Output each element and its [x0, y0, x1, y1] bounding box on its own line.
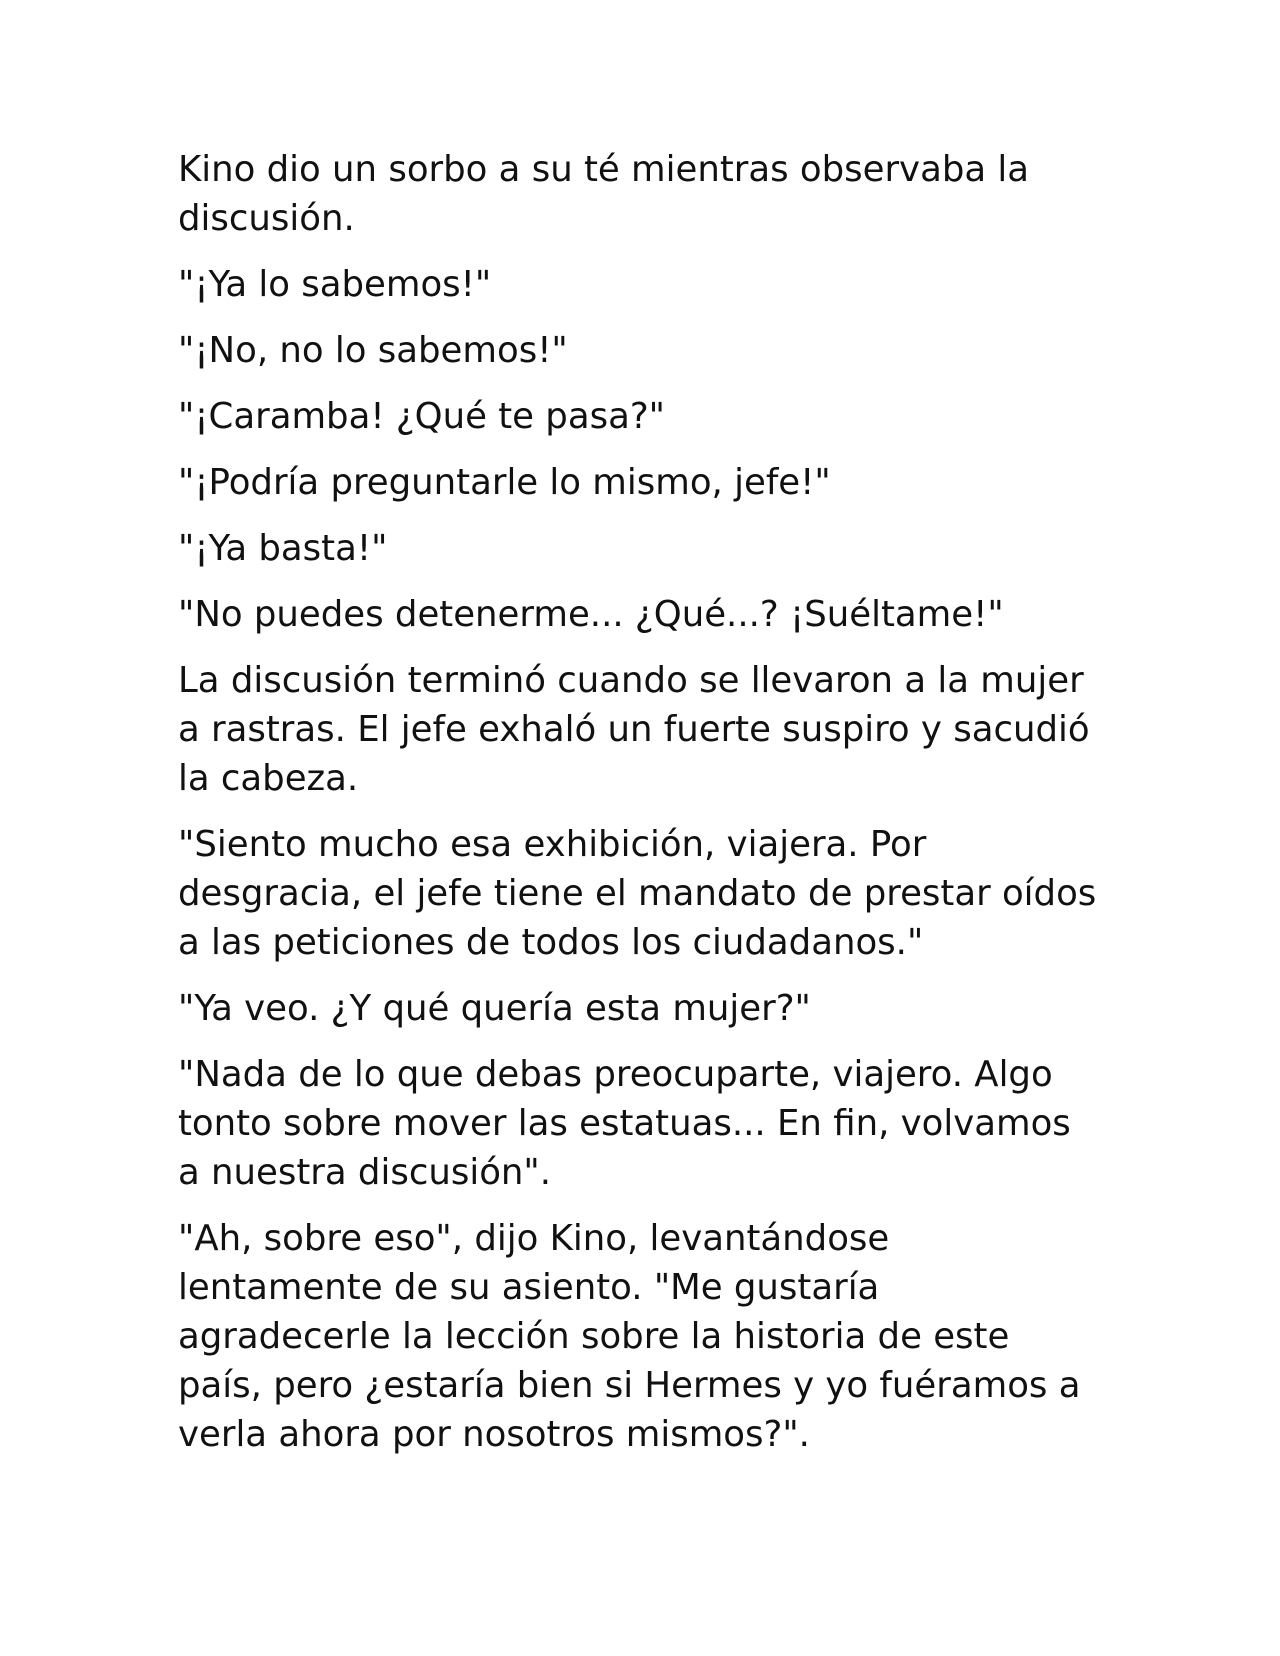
- document-body: [178, 145, 1098, 1476]
- paragraph: "¡Podría preguntarle lo mismo, jefe!": [178, 462, 831, 503]
- paragraph: "¡Ya lo sabemos!": [178, 264, 492, 305]
- paragraph: "Ah, sobre eso", dijo Kino, levantándose lentamente de su asiento. "Me gustaría agradecerle la lección sobre la historia de este país, pero ¿estaría bien si Hermes y yo fuéramos a verla ahora por nosotros mismos?".: [178, 1218, 1081, 1455]
- paragraph: Kino dio un sorbo a su té mientras observaba la discusión.: [178, 149, 1030, 239]
- paragraph: "Siento mucho esa exhibición, viajera. Por desgracia, el jefe tiene el mandato de prestar oídos a las peticiones de todos los ciudadanos.": [178, 824, 1097, 963]
- paragraph: La discusión terminó cuando se llevaron a la mujer a rastras. El jefe exhaló un fuerte suspiro y sacudió la cabeza.: [178, 660, 1090, 799]
- paragraph: "¡Caramba! ¿Qué te pasa?": [178, 396, 665, 437]
- paragraph: "Ya veo. ¿Y qué quería esta mujer?": [178, 988, 811, 1029]
- paragraph: "¡Ya basta!": [178, 528, 388, 569]
- paragraph: "No puedes detenerme... ¿Qué...? ¡Suéltame!": [178, 594, 1004, 635]
- paragraph: "Nada de lo que debas preocuparte, viajero. Algo tonto sobre mover las estatuas... En fin, volvamos a nuestra discusión".: [178, 1054, 1071, 1193]
- paragraph: "¡No, no lo sabemos!": [178, 330, 568, 371]
